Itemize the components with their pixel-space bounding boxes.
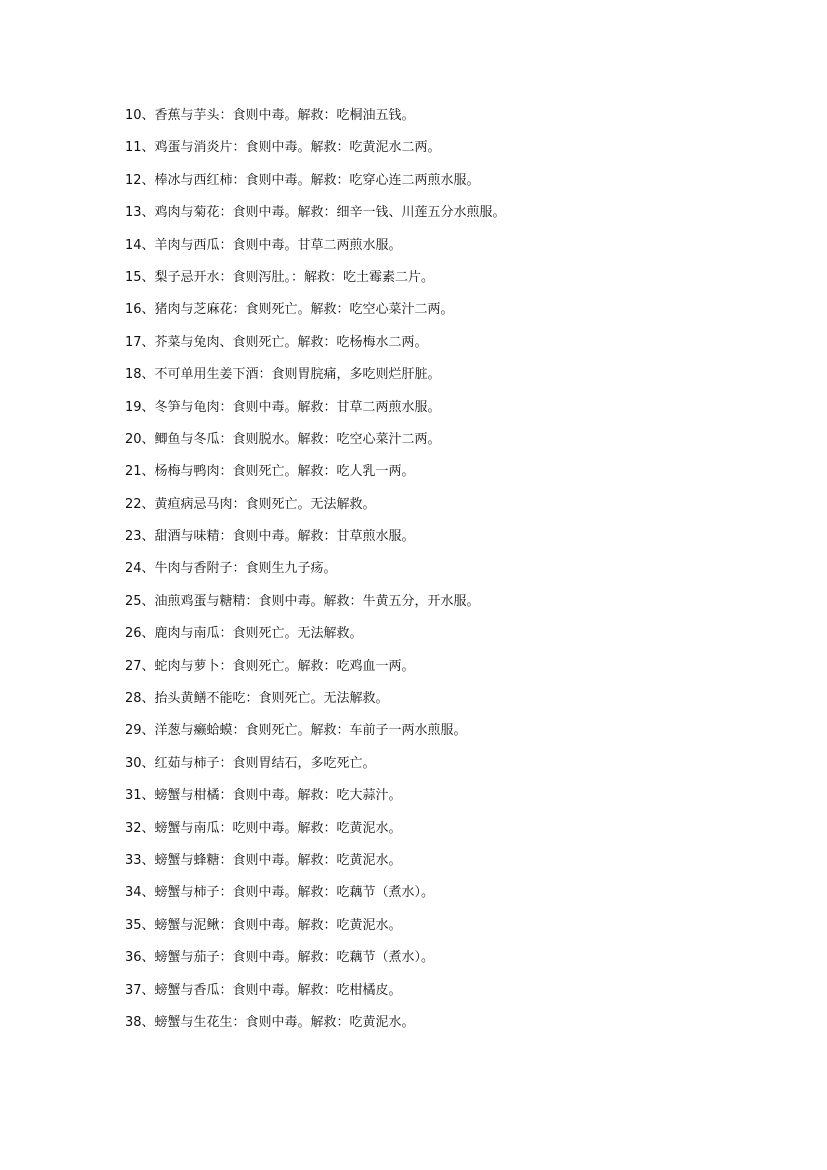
list-item: 22、黄疸病忌马肉：食则死亡。无法解救。: [125, 496, 376, 512]
list-item: 19、冬笋与龟肉：食则中毒。解救：甘草二两煎水服。: [125, 399, 441, 415]
list-item: 32、螃蟹与南瓜：吃则中毒。解救：吃黄泥水。: [125, 820, 402, 836]
list-item: 29、洋葱与癞蛤蟆：食则死亡。解救：车前子一两水煎服。: [125, 723, 467, 739]
list-item: 20、鲫鱼与冬瓜：食则脱水。解救：吃空心菜汁二两。: [125, 431, 441, 447]
list-item: 33、螃蟹与蜂糖：食则中毒。解救：吃黄泥水。: [125, 852, 402, 868]
list-item: 11、鸡蛋与消炎片：食则中毒。解救：吃黄泥水二两。: [125, 140, 441, 156]
list-item: 31、螃蟹与柑橘：食则中毒。解救：吃大蒜汁。: [125, 788, 402, 804]
list-item: 26、鹿肉与南瓜：食则死亡。无法解救。: [125, 626, 363, 642]
list-item: 16、猪肉与芝麻花：食则死亡。解救：吃空心菜汁二两。: [125, 302, 454, 318]
list-item: 18、不可单用生姜下酒：食则胃脘痛，多吃则烂肝脏。: [125, 367, 441, 383]
list-item: 23、甜酒与味精：食则中毒。解救：甘草煎水服。: [125, 529, 415, 545]
list-item: 34、螃蟹与柿子：食则中毒。解救：吃藕节（煮水）。: [125, 885, 435, 901]
list-item: 28、抬头黄鳝不能吃：食则死亡。无法解救。: [125, 691, 389, 707]
list-item: 14、羊肉与西瓜：食则中毒。甘草二两煎水服。: [125, 237, 402, 253]
list-item: 17、芥菜与兔肉、食则死亡。解救：吃杨梅水二两。: [125, 334, 428, 350]
list-item: 15、梨子忌开水：食则泻肚。：解救：吃土霉素二片。: [125, 269, 435, 285]
list-item: 35、螃蟹与泥鳅：食则中毒。解救：吃黄泥水。: [125, 917, 402, 933]
list-item: 13、鸡肉与菊花：食则中毒。解救：细辛一钱、川莲五分水煎服。: [125, 205, 506, 221]
list-item: 24、牛肉与香附子：食则生九子疡。: [125, 561, 337, 577]
list-item: 21、杨梅与鸭肉：食则死亡。解救：吃人乳一两。: [125, 464, 415, 480]
list-item: 37、螃蟹与香瓜：食则中毒。解救：吃柑橘皮。: [125, 982, 402, 998]
list-item: 38、螃蟹与生花生：食则中毒。解救：吃黄泥水。: [125, 1014, 415, 1030]
list-item: 12、棒冰与西红柿：食则中毒。解救：吃穿心连二两煎水服。: [125, 172, 480, 188]
list-item: 36、螃蟹与茄子：食则中毒。解救：吃藕节（煮水）。: [125, 950, 435, 966]
list-item: 30、红茹与柿子：食则胃结石，多吃死亡。: [125, 755, 376, 771]
list-item: 10、香蕉与芋头：食则中毒。解救：吃桐油五钱。: [125, 108, 415, 123]
food-incompatibility-list: [125, 104, 805, 1043]
list-item: 27、蛇肉与萝卜：食则死亡。解救：吃鸡血一两。: [125, 658, 415, 674]
list-item: 25、油煎鸡蛋与糖精：食则中毒。解救：牛黄五分，开水服。: [125, 593, 480, 609]
